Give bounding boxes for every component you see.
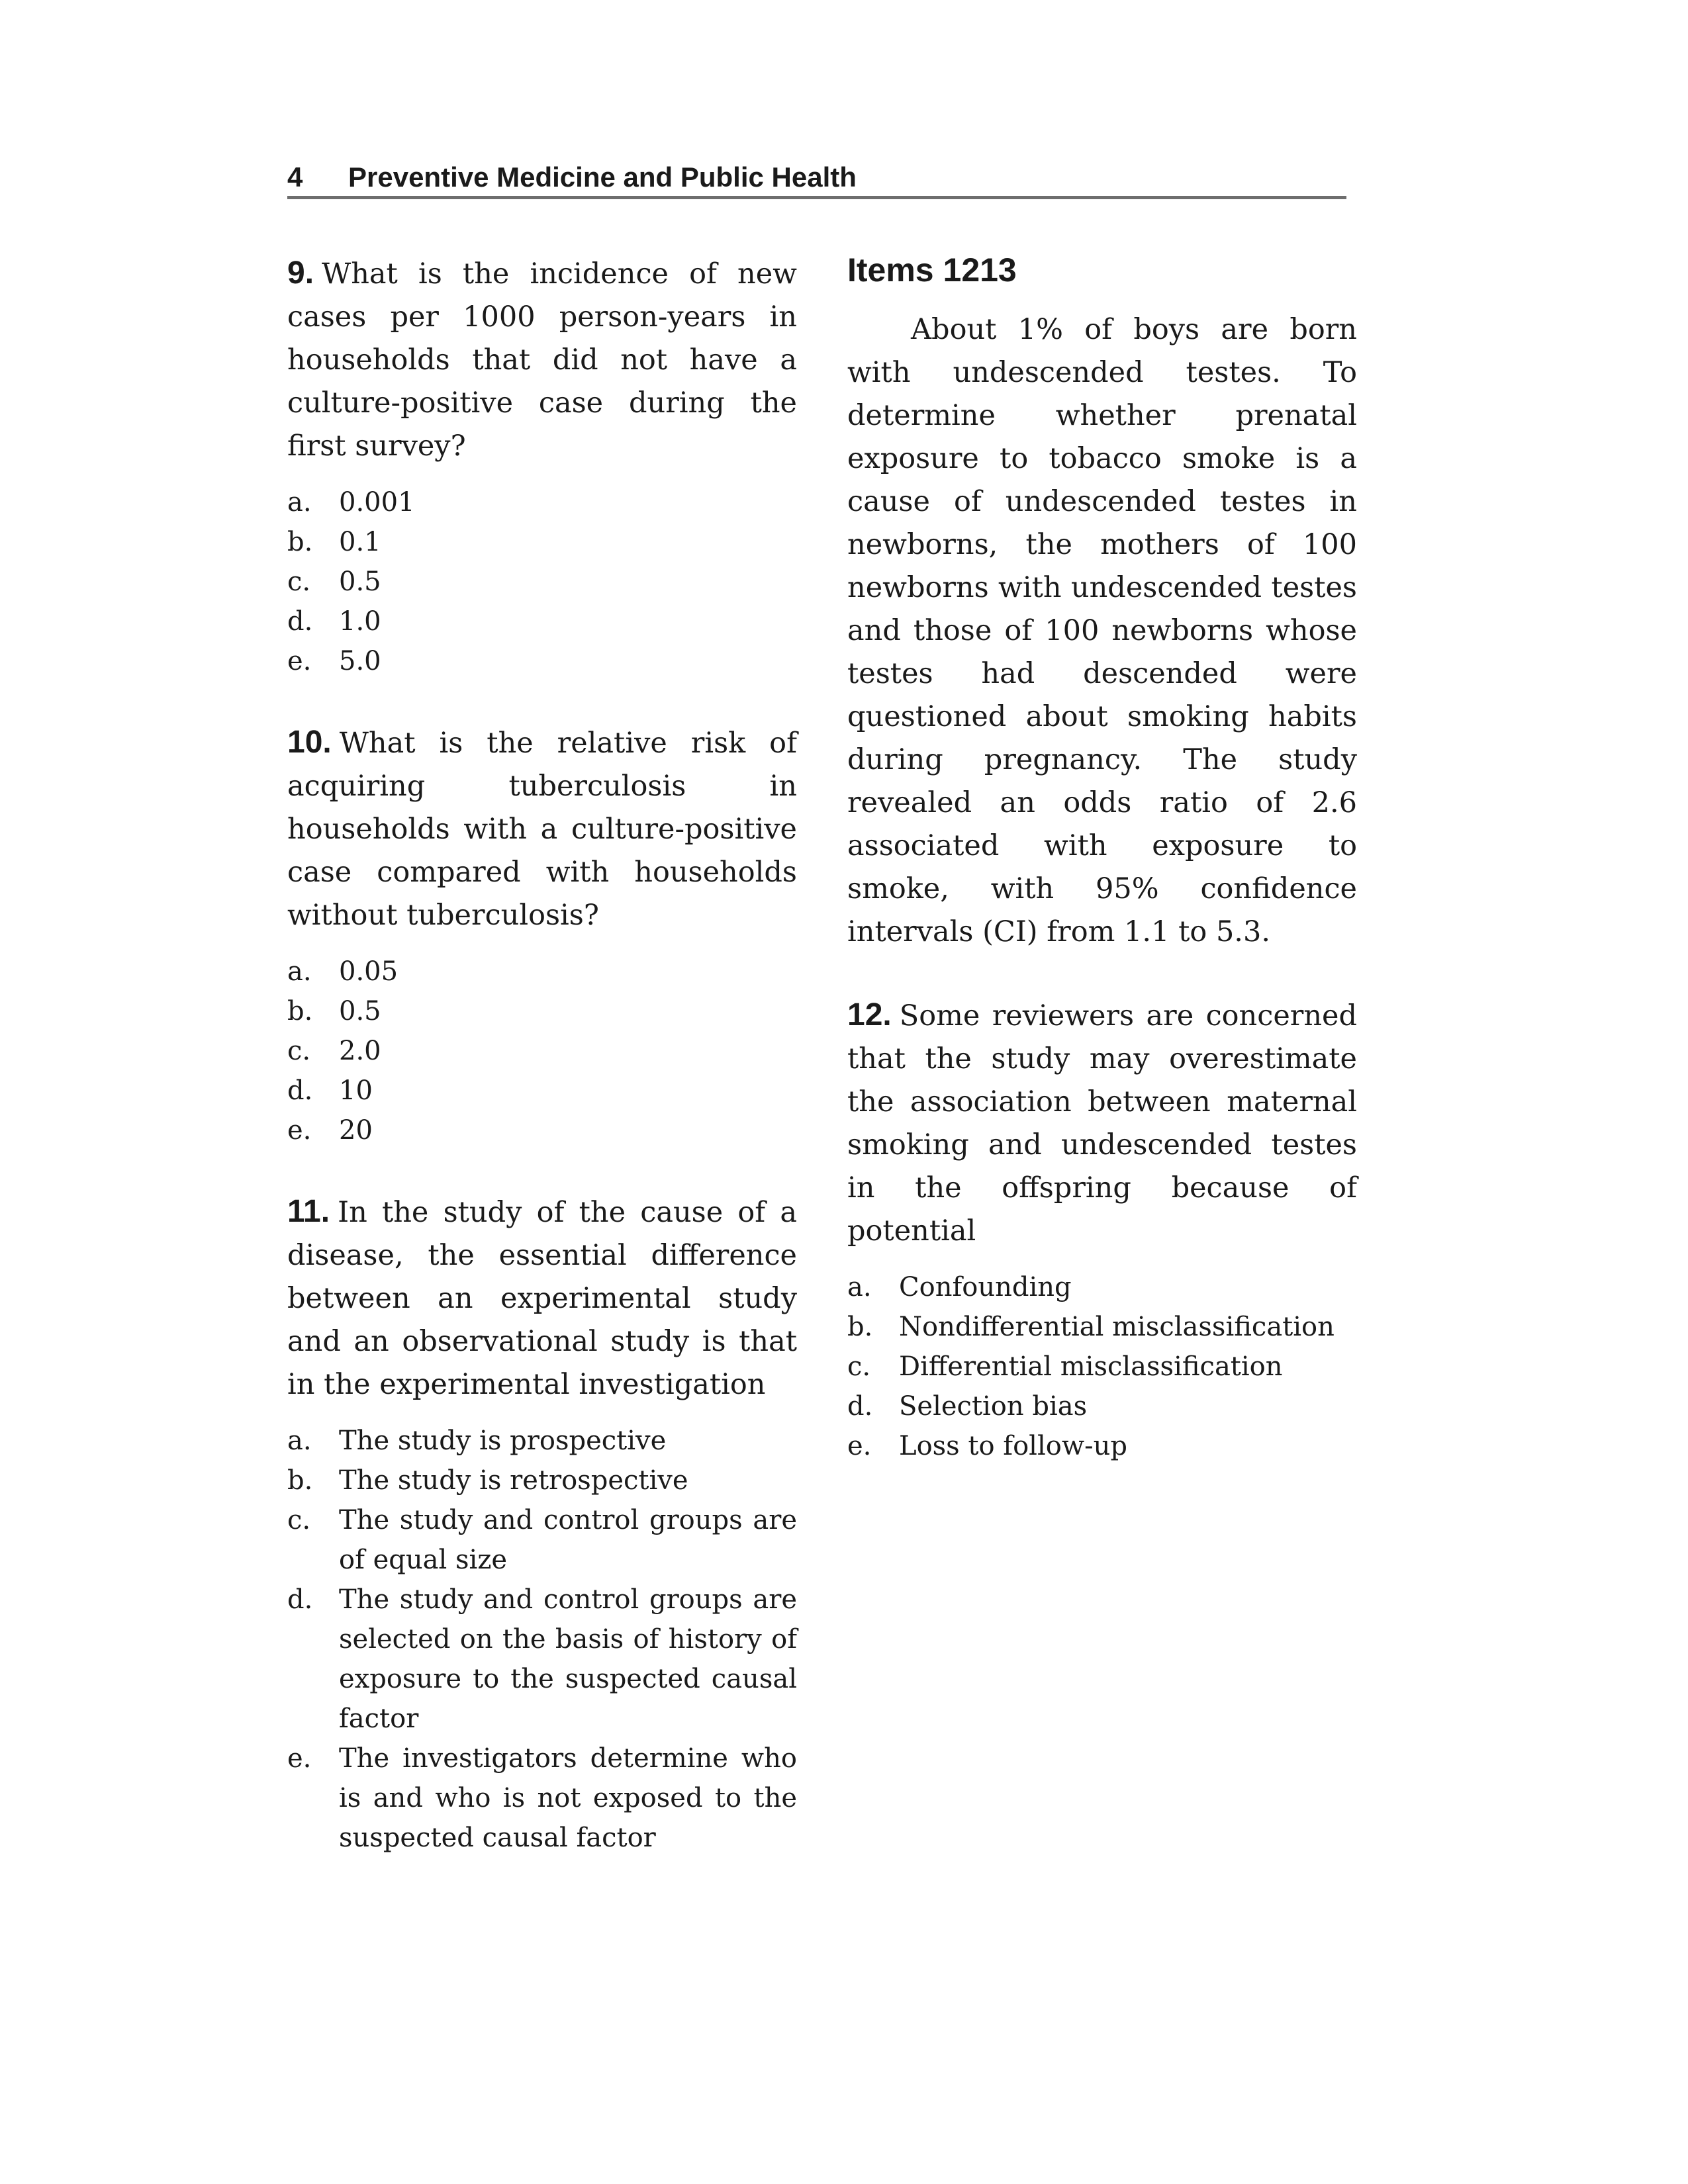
option-letter: d.: [287, 606, 313, 637]
left-column: [287, 251, 797, 1897]
answer-option[interactable]: [287, 1071, 797, 1111]
option-text: The study is retrospective: [339, 1465, 688, 1496]
option-letter: d.: [287, 1584, 313, 1615]
answer-option[interactable]: [287, 482, 797, 522]
question-12-stem: [847, 993, 1357, 1253]
answer-option[interactable]: [847, 1307, 1357, 1347]
option-text: The study and control groups are selected on the basis of history of exposure to the suspected causal factor: [339, 1584, 797, 1734]
question-11-options: [287, 1421, 797, 1858]
question-number: 10.: [287, 725, 332, 760]
question-10-options: [287, 952, 797, 1150]
question-text: In the study of the cause of a disease, the essential difference between an experimental study and an observational study is that in the experimental investigation: [287, 1196, 797, 1401]
question-text: What is the relative risk of acquiring tuberculosis in households with a culture-positive case compared with households without tuberculosis?: [287, 727, 797, 932]
question-11: [287, 1190, 797, 1858]
option-letter: b.: [847, 1312, 873, 1342]
option-text: The study is prospective: [339, 1426, 667, 1456]
page-header: [287, 163, 1346, 199]
option-text: 5.0: [339, 646, 381, 676]
option-letter: c.: [847, 1351, 871, 1382]
answer-option[interactable]: [287, 1739, 797, 1858]
option-text: The investigators determine who is and who is not exposed to the suspected causal factor: [339, 1743, 797, 1853]
right-column: [847, 251, 1357, 1506]
question-text: Some reviewers are concerned that the study may overestimate the association between maternal smoking and undescended testes in the offspring because of potential: [847, 999, 1357, 1248]
answer-option[interactable]: [287, 562, 797, 602]
question-number: 9.: [287, 255, 314, 291]
answer-option[interactable]: [847, 1387, 1357, 1426]
question-11-stem: [287, 1190, 797, 1406]
option-letter: d.: [287, 1075, 313, 1106]
option-text: 0.05: [339, 956, 399, 987]
option-letter: a.: [847, 1272, 872, 1302]
answer-option[interactable]: [287, 1421, 797, 1461]
answer-option[interactable]: [287, 522, 797, 562]
option-letter: e.: [287, 1743, 312, 1774]
option-letter: e.: [287, 646, 312, 676]
question-text: What is the incidence of new cases per 1000 person-years in households that did not have a culture-positive case during the first survey?: [287, 257, 797, 463]
option-letter: b.: [287, 1465, 313, 1496]
option-text: Loss to follow-up: [899, 1431, 1127, 1461]
option-letter: a.: [287, 487, 312, 518]
question-12: [847, 993, 1357, 1466]
items-heading: Items 1213: [847, 251, 1017, 289]
option-letter: b.: [287, 996, 313, 1026]
option-text: 2.0: [339, 1036, 381, 1066]
option-text: Confounding: [899, 1272, 1072, 1302]
running-title: Preventive Medicine and Public Health: [348, 161, 857, 193]
option-text: 10: [339, 1075, 373, 1106]
answer-option[interactable]: [847, 1267, 1357, 1307]
option-text: Differential misclassification: [899, 1351, 1283, 1382]
option-letter: e.: [847, 1431, 872, 1461]
option-letter: c.: [287, 1036, 311, 1066]
option-text: 0.1: [339, 527, 381, 557]
option-letter: c.: [287, 567, 311, 597]
option-text: 0.001: [339, 487, 415, 518]
question-10: [287, 721, 797, 1150]
option-letter: c.: [287, 1505, 311, 1535]
answer-option[interactable]: [847, 1426, 1357, 1466]
question-number: 11.: [287, 1194, 330, 1229]
items-stem: About 1% of boys are born with undescended testes. To determine whether prenatal exposure to tobacco smoke is a cause of undescended testes in newborns, the mothers of 100 newborns with undescended testes and those of 100 newborns whose testes had descended were questioned about smoking habits during pregnancy. The study revealed an odds ratio of 2.6 associated with exposure to smoke, with 95% confidence intervals (CI) from 1.1 to 5.3.: [847, 313, 1357, 948]
question-9-stem: [287, 251, 797, 468]
answer-option[interactable]: [287, 1580, 797, 1739]
question-number: 12.: [847, 997, 892, 1032]
option-text: 0.5: [339, 567, 381, 597]
question-9-options: [287, 482, 797, 681]
answer-option[interactable]: [287, 1500, 797, 1580]
option-letter: d.: [847, 1391, 873, 1422]
option-letter: b.: [287, 527, 313, 557]
answer-option[interactable]: [287, 991, 797, 1031]
question-10-stem: [287, 721, 797, 937]
option-text: Selection bias: [899, 1391, 1088, 1422]
answer-option[interactable]: [287, 952, 797, 991]
answer-option[interactable]: [287, 1461, 797, 1500]
answer-option[interactable]: [287, 1111, 797, 1150]
option-letter: a.: [287, 956, 312, 987]
option-text: 0.5: [339, 996, 381, 1026]
answer-option[interactable]: [287, 602, 797, 641]
page-number: 4: [287, 161, 303, 193]
answer-option[interactable]: [287, 1031, 797, 1071]
answer-option[interactable]: [847, 1347, 1357, 1387]
answer-option[interactable]: [287, 641, 797, 681]
option-letter: e.: [287, 1115, 312, 1146]
option-text: Nondifferential misclassification: [899, 1312, 1335, 1342]
option-text: The study and control groups are of equal size: [339, 1505, 797, 1575]
option-text: 20: [339, 1115, 373, 1146]
question-9: [287, 251, 797, 681]
option-letter: a.: [287, 1426, 312, 1456]
question-12-options: [847, 1267, 1357, 1466]
option-text: 1.0: [339, 606, 381, 637]
